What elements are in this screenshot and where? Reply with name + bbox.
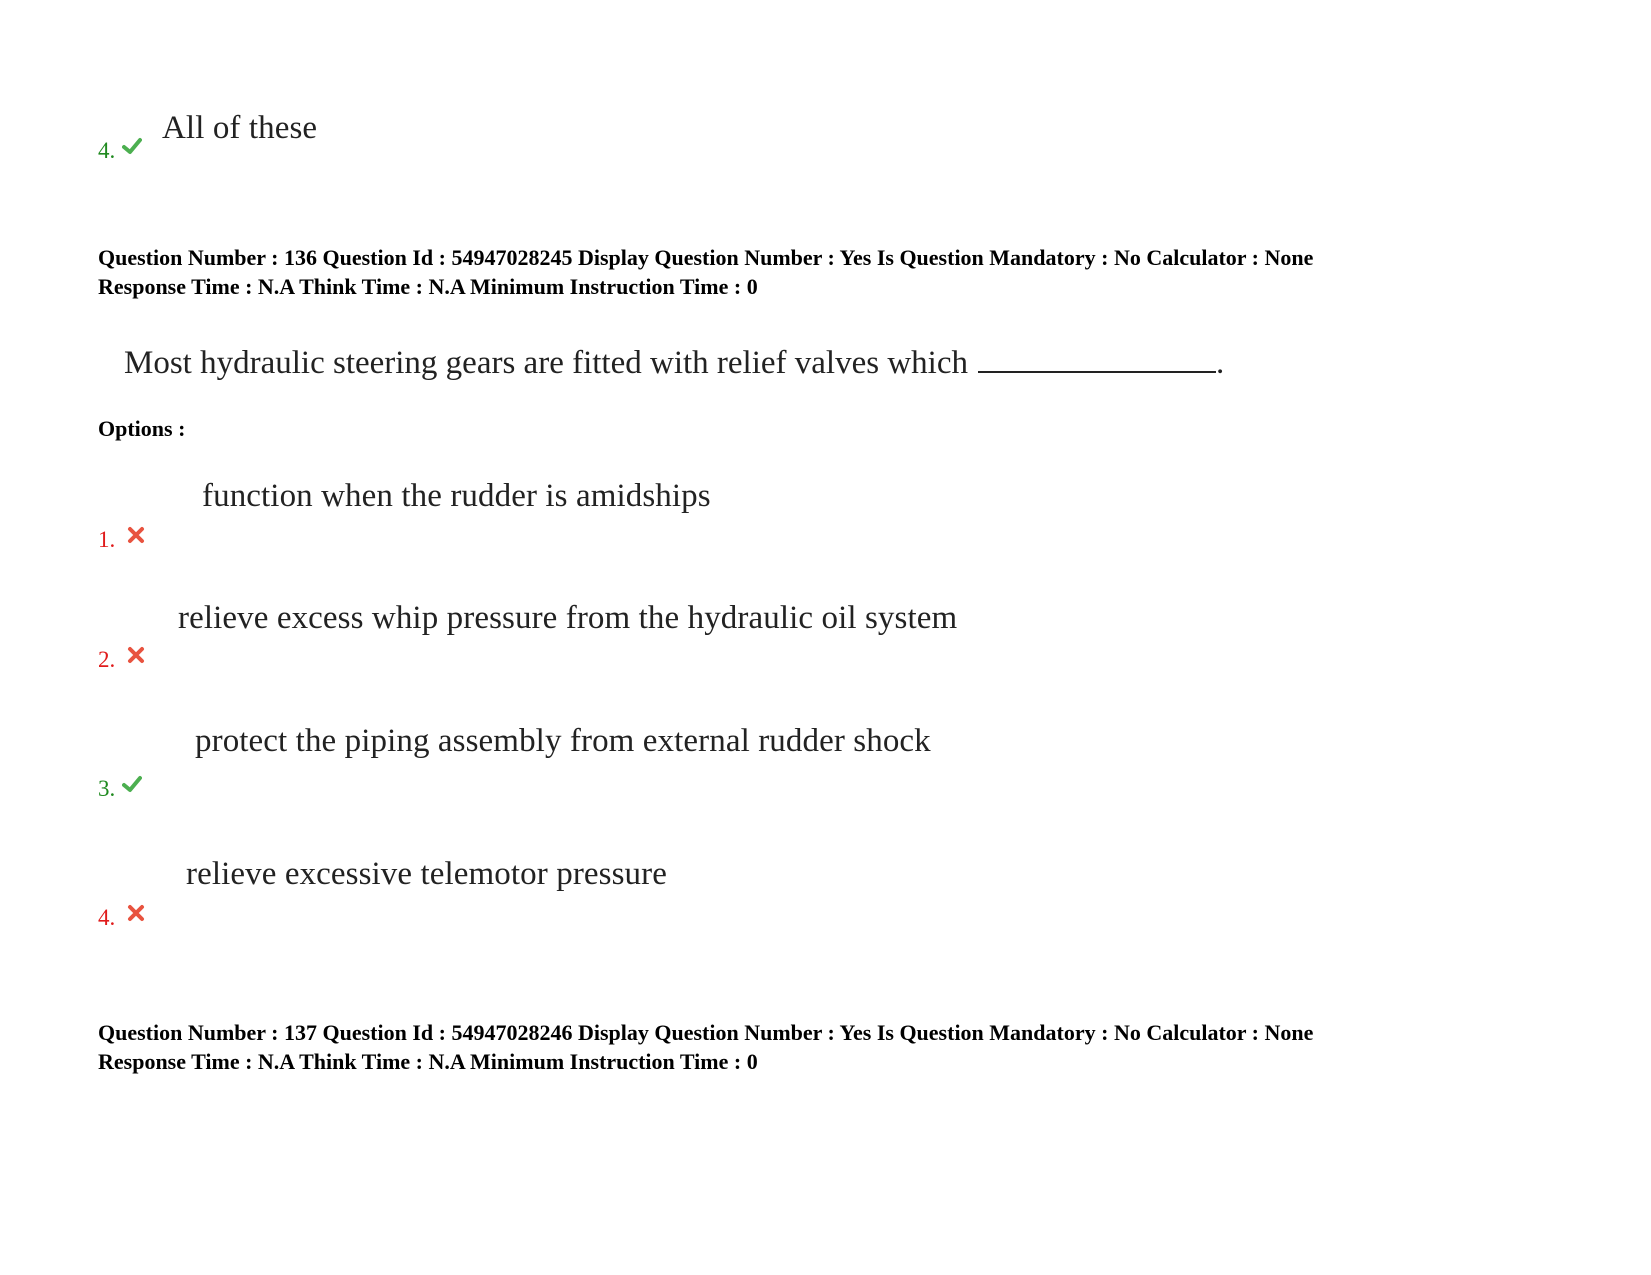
question-meta-line-1: Question Number : 137 Question Id : 54947028246 Display Question Number : Yes Is Question Mandatory : No Calculator : None — [98, 1020, 1314, 1045]
question-meta — [98, 1018, 1313, 1076]
question-meta-line-2: Response Time : N.A Think Time : N.A Minimum Instruction Time : 0 — [98, 274, 758, 299]
question-stem: Most hydraulic steering gears are fitted with relief valves which — [124, 345, 968, 381]
option-text: relieve excessive telemotor pressure — [186, 856, 667, 892]
question-meta-line-1: Question Number : 136 Question Id : 54947028245 Display Question Number : Yes Is Question Mandatory : No Calculator : None — [98, 245, 1314, 270]
cross-icon — [126, 645, 146, 665]
question-meta — [98, 243, 1313, 301]
question-meta-line-2: Response Time : N.A Think Time : N.A Minimum Instruction Time : 0 — [98, 1049, 758, 1074]
option-number: 2. — [98, 647, 116, 672]
option-number: 4. — [98, 138, 116, 163]
answer-blank — [978, 345, 1216, 373]
option-number: 4. — [98, 905, 116, 930]
options-label: Options : — [98, 416, 186, 441]
cross-icon — [126, 525, 146, 545]
option-text: relieve excess whip pressure from the hydraulic oil system — [178, 600, 958, 636]
option-2 — [98, 600, 1098, 672]
check-icon — [122, 774, 142, 794]
option-3 — [98, 723, 1098, 801]
check-icon — [122, 136, 142, 156]
option-text: function when the rudder is amidships — [202, 478, 711, 514]
option-number: 3. — [98, 776, 116, 801]
option-text: protect the piping assembly from external rudder shock — [195, 723, 931, 759]
option-1 — [98, 478, 898, 552]
option-4 — [98, 858, 898, 928]
cross-icon — [126, 903, 146, 923]
prev-option-4 — [98, 110, 398, 163]
question-stem-end: . — [1215, 345, 1225, 381]
question-text — [124, 345, 1224, 380]
option-text: All of these — [162, 110, 318, 146]
option-number: 1. — [98, 527, 116, 552]
